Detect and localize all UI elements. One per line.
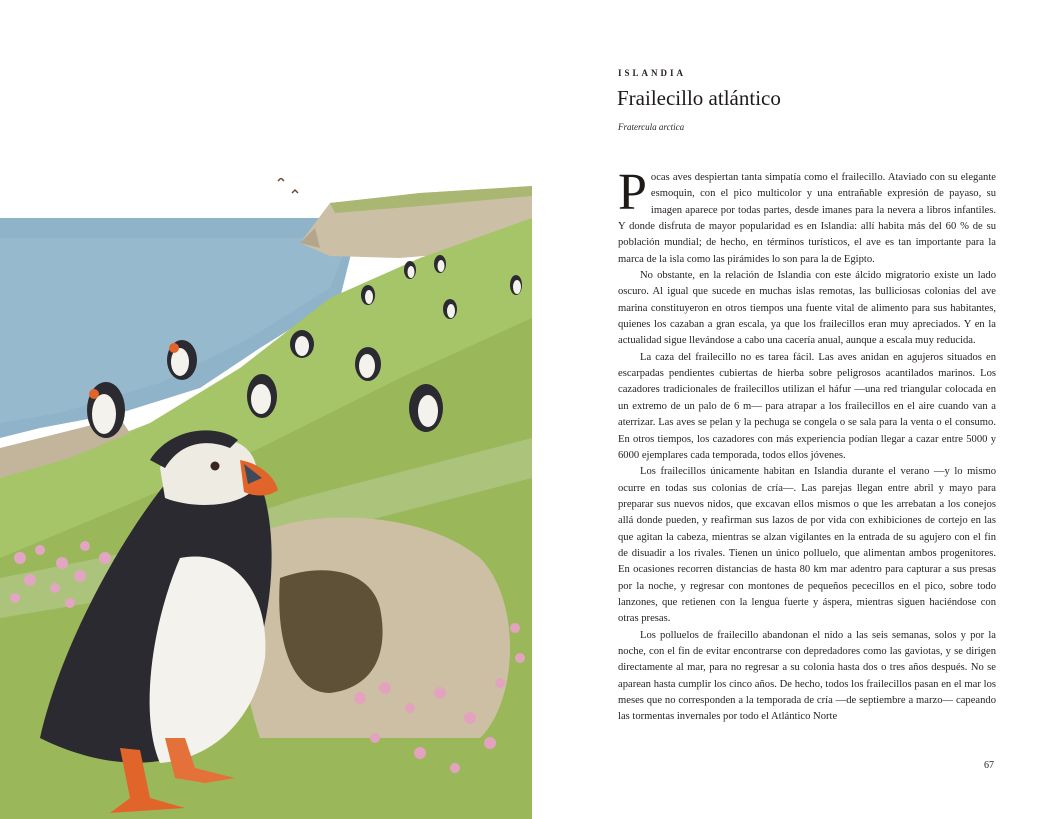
page-title: Frailecillo atlántico <box>617 86 781 110</box>
page-number: 67 <box>984 760 994 771</box>
paragraph-text: ocas aves despiertan tanta simpatía como el frailecillo. Ataviado con su elegante esmoquin, con el pico multicolor y una entrañable expresión de payaso, su imagen aparece por todas partes, desde imanes para la nevera a libros infantiles. Y donde disfruta de mayor popularidad es en Islandia: allí habita más del 60 % de su población mundial; de hecho, en términos turísticos, el ave es tan importante para la marca de la isla como las pirámides lo son para la de Egipto. <box>618 172 996 265</box>
article-body <box>618 164 996 726</box>
puffin-illustration <box>0 178 532 819</box>
paragraph: Los frailecillos únicamente habitan en Islandia durante el verano —y lo mismo ocurre en todas sus colonias de cría—. Las parejas llegan entre abril y mayo para preparar sus nuevos nidos, que excavan ellos mismos o que les arrebatan a los conejos allá donde pueden, y reafirman sus lazos de por vida con exhibiciones de cortejo en las que agitan la cabeza, mientras se alzan vigilantes en la entrada de su agujero con el fin de disuadir a los rivales. Tienen un único polluelo, que alimentan ambos progenitores. En ocasiones recorren distancias de hasta 80 km mar adentro para capturar a sus presas por la noche, y regresar con montones de pequeños pececillos en el pico, sobre todo lanzones, que retienen con la lengua fuerte y áspera, mientras siguen haciéndose con otras presas. <box>618 466 996 625</box>
scientific-name: Fratercula arctica <box>618 122 685 132</box>
paragraph: No obstante, en la relación de Islandia con este álcido migratorio existe un lado oscuro. Al igual que sucede en muchas islas remotas, las bulliciosas colonias del ave marina constituyeron en otros tiempos una fuente vital de alimento para sus habitantes, quienes los cazaban a gran escala, ya que los frailecillos eran muy apreciados. Y en la actualidad sigue llevándose a cabo una cacería anual, aunque a escala muy reducida. <box>618 270 996 347</box>
section-label: ISLANDIA <box>618 68 687 78</box>
paragraph: Los polluelos de frailecillo abandonan el nido a las seis semanas, solos y por la noche, con el fin de evitar encontrarse con depredadores como las gaviotas, y se dirigen directamente al mar, para no regresar a su colonia hasta dos o tres años después. No se aparean hasta cumplir los cinco años. De hecho, todos los frailecillos pasan en el mar los meses que no corresponden a la temporada de cría —de septiembre a marzo— capeando las tormentas invernales por todo el Atlántico Norte <box>618 629 996 723</box>
paragraph: La caza del frailecillo no es tarea fácil. Las aves anidan en agujeros situados en escarpadas pendientes cubiertas de hierba sobre peligrosos acantilados marinos. Los cazadores tradicionales de frailecillos utilizan el háfur —una red triangular colocada en un extremo de un palo de 6 m— para atrapar a los frailecillos en el aire cuando van a aterrizar. Las aves se pelan y la pechuga se congela o se sala para la venta o el consumo. En otros tiempos, los cazadores con más experiencia podían llegar a cazar entre 5000 y 6000 ejemplares cada temporada, todos ellos jóvenes. <box>618 351 996 461</box>
paragraph <box>618 164 996 268</box>
drop-cap: P <box>618 164 647 221</box>
